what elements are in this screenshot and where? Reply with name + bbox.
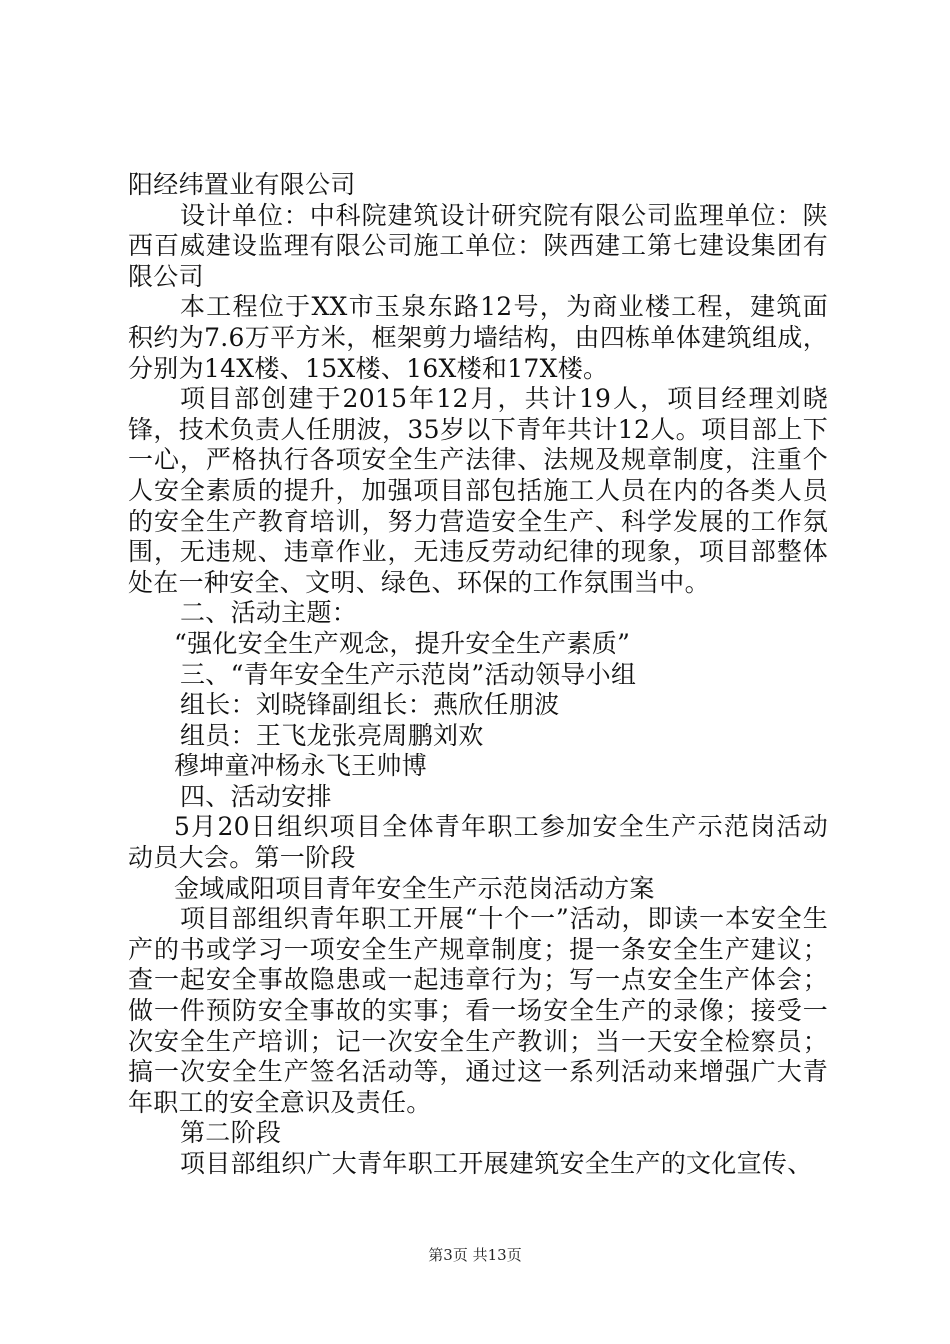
paragraph: 四、活动安排	[180, 781, 332, 811]
paragraph: 设计单位：中科院建筑设计研究院有限公司监理单位：陕西百威建设监理有限公司施工单位：陕西建工第七建设集团有限公司	[128, 200, 828, 291]
paragraph: 组长：刘晓锋副组长：燕欣任朋波	[180, 690, 560, 720]
paragraph: 项目部组织青年职工开展“十个一”活动，即读一本安全生产的书或学习一项安全生产规章制度；提一条安全生产建议；查一起安全事故隐患或一起违章行为；写一点安全生产体会；做一件预防安全事故的实事；看一场安全生产的录像；接受一次安全生产培训；记一次安全生产教训；当一天安全检察员；搞一次安全生产签名活动等，通过这一系列活动来增强广大青年职工的安全意识及责任。	[128, 904, 828, 1117]
page-footer: 第3页 共13页	[428, 1246, 522, 1264]
paragraph: “强化安全生产观念，提升安全生产素质”	[174, 628, 631, 658]
document-body	[128, 170, 828, 1180]
paragraph: 阳经纬置业有限公司	[128, 170, 356, 199]
paragraph: 金域咸阳项目青年安全生产示范岗活动方案	[174, 873, 655, 903]
paragraph: 5月20日组织项目全体青年职工参加安全生产示范岗活动动员大会。第一阶段	[128, 812, 828, 873]
paragraph: 第二阶段	[180, 1118, 282, 1148]
paragraph: 三、“青年安全生产示范岗”活动领导小组	[180, 659, 637, 689]
paragraph: 穆坤童冲杨永飞王帅博	[174, 751, 428, 781]
paragraph: 本工程位于XX市玉泉东路12号，为商业楼工程，建筑面积约为7.6万平方米，框架剪力墙结构，由四栋单体建筑组成，分别为14X楼、15X楼、16X楼和17X楼。	[128, 292, 828, 383]
paragraph: 项目部组织广大青年职工开展建筑安全生产的文化宣传、	[180, 1149, 813, 1178]
paragraph: 组员：王飞龙张亮周鹏刘欢	[180, 720, 484, 750]
paragraph: 项目部创建于2015年12月，共计19人，项目经理刘晓锋，技术负责人任朋波，35岁以下青年共计12人。项目部上下一心，严格执行各项安全生产法律、法规及规章制度，注重个人安全素质的提升，加强项目部包括施工人员在内的各类人员的安全生产教育培训，努力营造安全生产、科学发展的工作氛围，无违规、违章作业，无违反劳动纪律的现象，项目部整体处在一种安全、文明、绿色、环保的工作氛围当中。	[128, 384, 828, 597]
paragraph: 二、活动主题：	[180, 598, 358, 628]
